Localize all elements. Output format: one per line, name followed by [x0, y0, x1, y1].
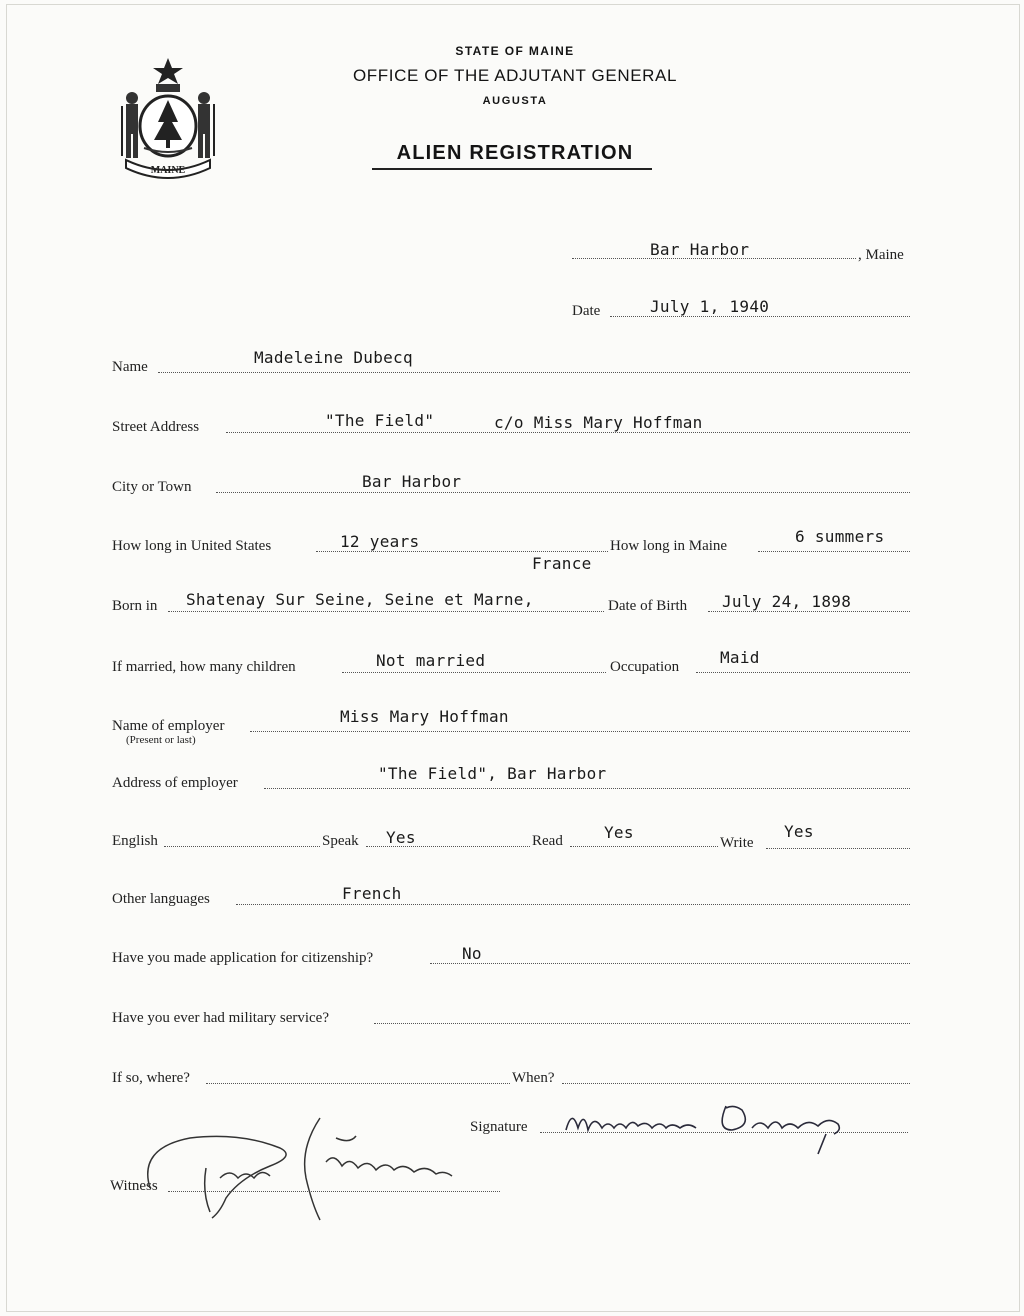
other-languages-line	[236, 904, 910, 905]
other-languages-value: French	[342, 884, 402, 903]
employer-address-label: Address of employer	[112, 775, 238, 791]
when-label: When?	[512, 1070, 555, 1086]
date-of-birth-value: July 24, 1898	[722, 592, 852, 611]
occupation-label: Occupation	[610, 659, 680, 675]
name-line	[158, 372, 910, 373]
where-line	[206, 1083, 510, 1084]
where-label: If so, where?	[112, 1070, 190, 1086]
seal-motto: MAINE	[150, 165, 186, 176]
citizenship-line	[430, 963, 910, 964]
other-languages-label: Other languages	[112, 891, 210, 907]
date-line	[610, 316, 910, 317]
born-in-value: Shatenay Sur Seine, Seine et Marne,	[186, 590, 534, 609]
born-in-country: France	[532, 554, 592, 573]
signature-label: Signature	[470, 1119, 528, 1135]
date-value: July 1, 1940	[650, 297, 770, 316]
employer-label: Name of employer	[112, 718, 225, 734]
city-line	[216, 492, 910, 493]
speak-value: Yes	[386, 828, 416, 847]
speak-label: Speak	[322, 833, 359, 849]
street-address-line	[226, 432, 910, 433]
street-address-value-1: "The Field"	[325, 411, 435, 430]
employer-address-value: "The Field", Bar Harbor	[378, 764, 607, 783]
when-line	[562, 1083, 910, 1084]
how-long-maine-line	[758, 551, 910, 552]
name-label: Name	[112, 359, 148, 375]
write-value: Yes	[784, 822, 814, 841]
date-of-birth-label: Date of Birth	[608, 598, 688, 614]
write-label: Write	[720, 835, 754, 851]
form-title: ALIEN REGISTRATION	[396, 142, 634, 164]
english-line	[164, 846, 320, 847]
read-value: Yes	[604, 823, 634, 842]
header-city: AUGUSTA	[482, 95, 548, 107]
military-line	[374, 1023, 910, 1024]
location-value: Bar Harbor	[650, 240, 750, 259]
children-value: Not married	[376, 651, 486, 670]
city-value: Bar Harbor	[362, 472, 462, 491]
witness-signature	[130, 1108, 470, 1228]
occupation-value: Maid	[720, 648, 760, 667]
maine-state-seal-icon	[116, 56, 220, 180]
write-line	[766, 848, 910, 849]
employer-address-line	[264, 788, 910, 789]
name-value: Madeleine Dubecq	[254, 348, 413, 367]
citizenship-value: No	[462, 944, 482, 963]
english-label: English	[112, 833, 158, 849]
how-long-us-line	[316, 551, 608, 552]
employer-value: Miss Mary Hoffman	[340, 707, 509, 726]
occupation-line	[696, 672, 910, 673]
how-long-us-label: How long in United States	[112, 538, 272, 554]
street-address-value-2: c/o Miss Mary Hoffman	[494, 413, 703, 432]
citizenship-label: Have you made application for citizenship?	[112, 950, 374, 966]
employer-sublabel: (Present or last)	[126, 734, 196, 746]
header-state: STATE OF MAINE	[455, 44, 575, 58]
applicant-signature	[556, 1090, 856, 1160]
read-line	[570, 846, 718, 847]
how-long-maine-label: How long in Maine	[610, 538, 728, 554]
born-in-label: Born in	[112, 598, 158, 614]
how-long-us-value: 12 years	[340, 532, 420, 551]
read-label: Read	[532, 833, 563, 849]
military-label: Have you ever had military service?	[112, 1010, 329, 1026]
header-office: OFFICE OF THE ADJUTANT GENERAL	[352, 66, 678, 85]
location-suffix: , Maine	[858, 247, 904, 263]
street-address-label: Street Address	[112, 419, 200, 435]
city-label: City or Town	[112, 479, 192, 495]
how-long-maine-value: 6 summers	[795, 527, 885, 546]
children-line	[342, 672, 606, 673]
date-of-birth-line	[708, 611, 910, 612]
born-in-line	[168, 611, 604, 612]
children-label: If married, how many children	[112, 659, 296, 675]
title-underline	[372, 168, 652, 170]
employer-line	[250, 731, 910, 732]
date-label: Date	[572, 303, 601, 319]
witness-label: Witness	[110, 1178, 158, 1194]
